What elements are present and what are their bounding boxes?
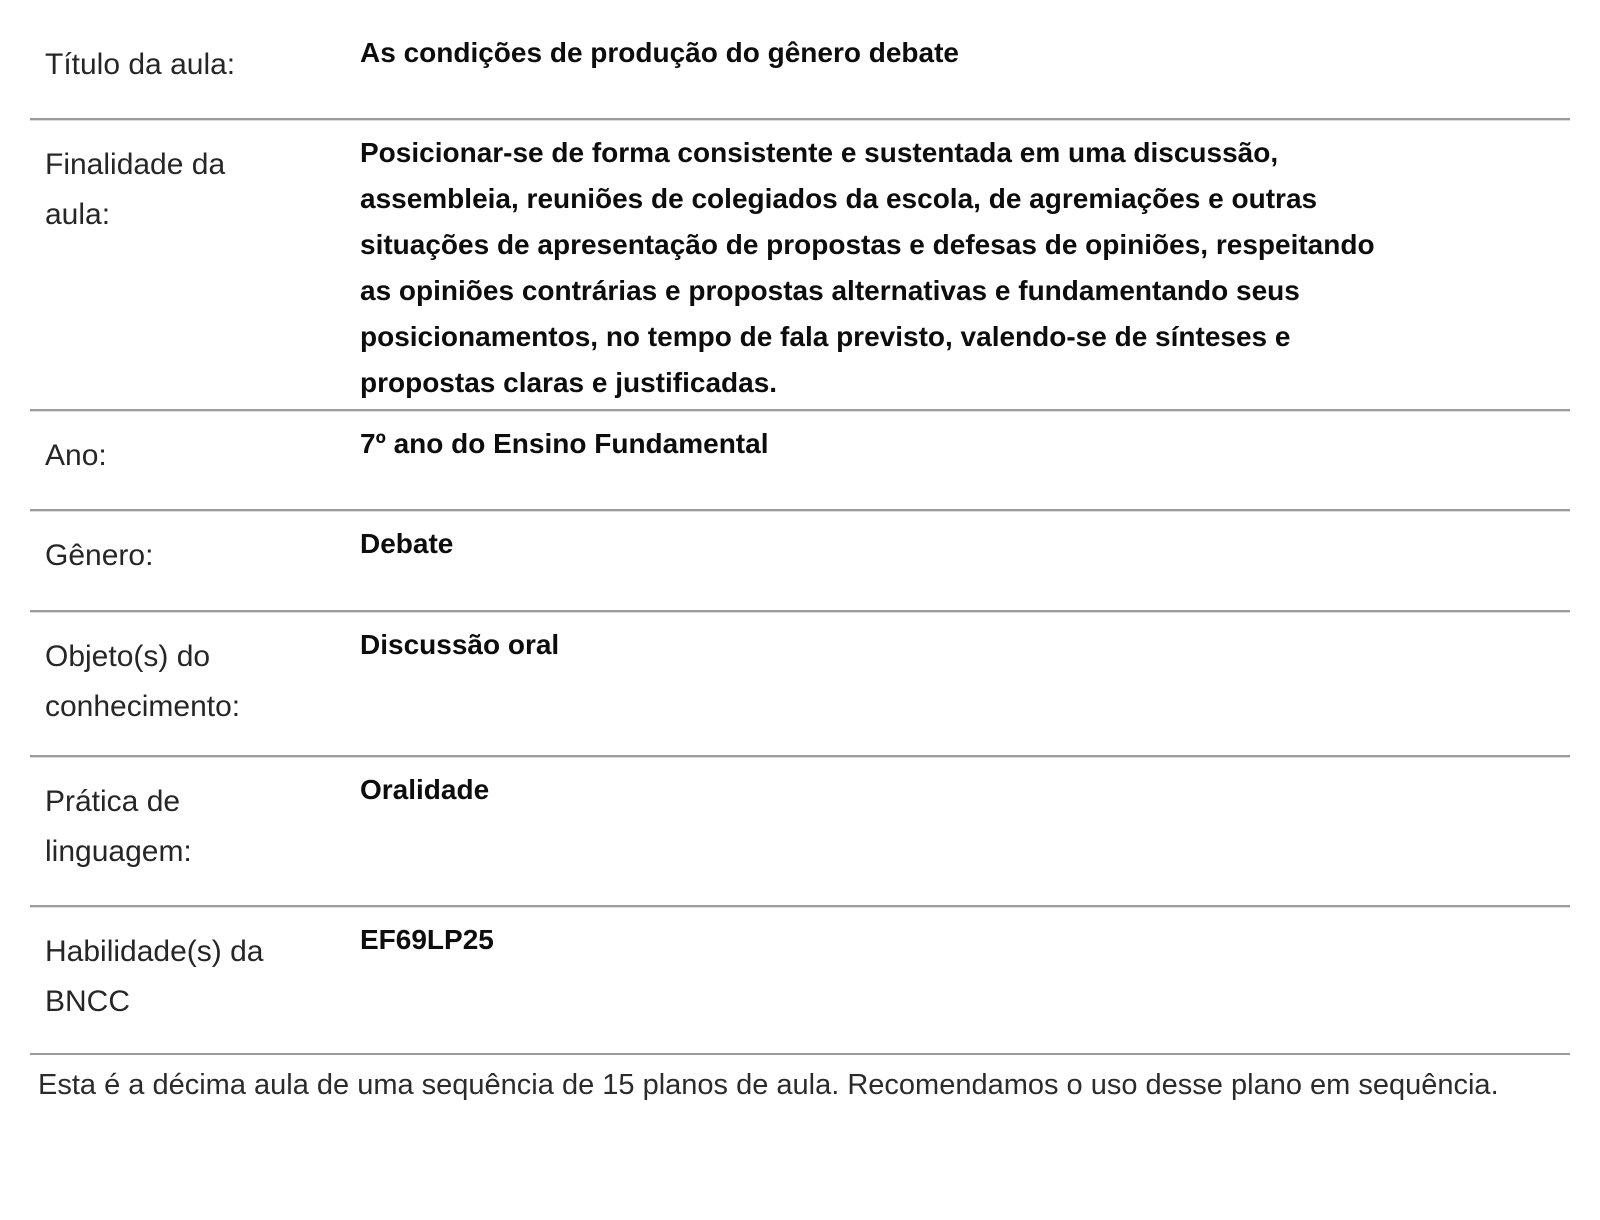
row-label-pratica-linguagem: Prática de linguagem: xyxy=(45,785,192,868)
table-row-finalidade xyxy=(30,118,1570,409)
row-value-titulo: As condições de produção do gênero debate xyxy=(360,37,959,68)
table-row-titulo xyxy=(30,20,1570,118)
row-label-ano: Ano: xyxy=(45,439,107,472)
row-label-objeto-conhecimento: Objeto(s) do conhecimento: xyxy=(45,640,241,723)
row-label-finalidade: Finalidade da aula: xyxy=(45,148,226,231)
paragraph-line: Posicionar-se de forma consistente e sustentada em uma discussão, xyxy=(360,137,1279,168)
table-row-ano xyxy=(30,409,1570,509)
row-value-habilidade-bncc: EF69LP25 xyxy=(360,924,494,955)
table-row-habilidade-bncc xyxy=(30,905,1570,1053)
row-value-ano: 7º ano do Ensino Fundamental xyxy=(360,428,769,459)
lesson-plan-page xyxy=(0,20,1600,1220)
sequence-note: Esta é a décima aula de uma sequência de 15 planos de aula. Recomendamos o uso desse plano em sequência. xyxy=(38,1069,1499,1101)
row-label-titulo: Título da aula: xyxy=(45,48,236,81)
row-value-pratica-linguagem: Oralidade xyxy=(360,774,490,805)
row-value-objeto-conhecimento: Discussão oral xyxy=(360,629,560,660)
paragraph-line: posicionamentos, no tempo de fala previsto, valendo-se de sínteses e xyxy=(360,321,1291,352)
paragraph-line: situações de apresentação de propostas e defesas de opiniões, respeitando xyxy=(360,229,1375,260)
lesson-info-table xyxy=(30,20,1570,1055)
row-label-genero: Gênero: xyxy=(45,539,154,572)
paragraph-line: as opiniões contrárias e propostas alternativas e fundamentando seus xyxy=(360,275,1300,306)
table-row-pratica-linguagem xyxy=(30,755,1570,905)
paragraph-line: propostas claras e justificadas. xyxy=(360,367,778,398)
bottom-divider xyxy=(30,1053,1570,1055)
row-label-habilidade-bncc: Habilidade(s) da BNCC xyxy=(45,935,264,1018)
paragraph-line: assembleia, reuniões de colegiados da escola, de agremiações e outras xyxy=(360,183,1318,214)
table-row-objeto-conhecimento xyxy=(30,610,1570,755)
row-value-finalidade xyxy=(360,120,1570,409)
table-row-genero xyxy=(30,509,1570,610)
row-value-genero: Debate xyxy=(360,528,454,559)
